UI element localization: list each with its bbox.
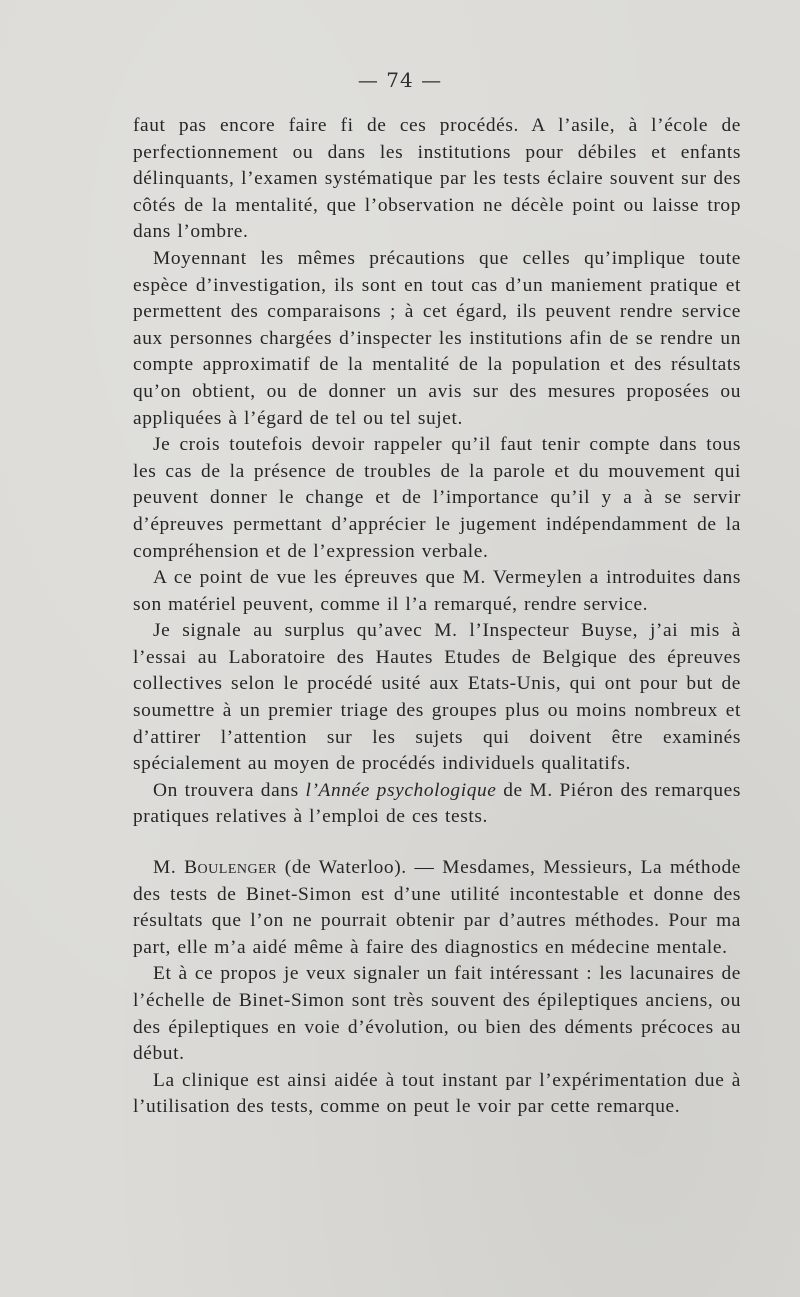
paragraph-9: La clinique est ainsi aidée à tout instant par l’expérimentation due à l’utilisation des tests, comme on peut le voir par cette remarque. bbox=[133, 1069, 741, 1118]
paragraph-6-end: de M. Piéron des remarques pratiques relatives à l’emploi de ces tests. bbox=[133, 779, 741, 828]
body-text bbox=[133, 113, 741, 1121]
page-number: — 74 — bbox=[357, 68, 443, 92]
paragraph-5: Je signale au surplus qu’avec M. l’Inspecteur Buyse, j’ai mis à l’essai au Laboratoire des Hautes Etudes de Belgique des épreuves collectives selon le procédé usité aux Etats-Unis, qui ont pour but de soumettre à un premier triage des groupes plus ou moins nombreux et d’attirer l’attention sur les sujets qui doivent être examinés spécialement au moyen de procédés individuels qualitatifs. bbox=[133, 620, 741, 775]
paragraph-2: Moyennant les mêmes précautions que celles qu’implique toute espèce d’investigation, ils sont en tout cas d’un maniement pratique et permettent des comparaisons ; à cet égard, ils peuvent rendre service aux personnes chargées d’inspecter les institutions afin de se rendre un compte approximatif de la mentalité de la population et des résultats qu’on obtient, ou de donner un avis sur des mesures proposées ou appliquées à l’égard de tel ou tel sujet. bbox=[133, 247, 741, 429]
journal-title: l’Année psychologique bbox=[305, 779, 497, 801]
paragraph-1: faut pas encore faire fi de ces procédés. A l’asile, à l’école de perfectionnement ou dans les institutions pour débiles et enfants délinquants, l’examen systématique par les tests éclaire souvent sur des côtés de la mentalité, que l’observation ne décèle point ou laisse trop dans l’ombre. bbox=[133, 115, 741, 243]
paragraph-3: Je crois toutefois devoir rappeler qu’il faut tenir compte dans tous les cas de la présence de troubles de la parole et du mouvement qui peuvent donner le change et de l’importance qu’il y a à se servir d’épreuves permettant d’apprécier le jugement indépendamment de la compréhension et de l’expression verbale. bbox=[133, 434, 741, 562]
paragraph-6-start: On trouvera dans bbox=[153, 779, 306, 801]
speaker-statement: (de Waterloo). — Mesdames, Messieurs, La méthode des tests de Binet-Simon est d’une utilité incontestable et donne des résultats que l’on ne pourrait obtenir par d’autres méthodes. Pour ma part, elle m’a aidé même à faire des diagnostics en médecine mentale. bbox=[133, 857, 741, 958]
paragraph-6 bbox=[133, 778, 741, 831]
speaker-name: Boulenger bbox=[184, 857, 277, 879]
paragraph-4: A ce point de vue les épreuves que M. Vermeylen a introduites dans son matériel peuvent, comme il l’a remarqué, rendre service. bbox=[133, 567, 741, 615]
speaker-paragraph bbox=[133, 855, 741, 961]
paragraph-8: Et à ce propos je veux signaler un fait intéressant : les lacunaires de l’échelle de Binet-Simon sont très souvent des épileptiques anciens, ou des épileptiques en voie d’évolution, ou bien des déments précoces au début. bbox=[133, 963, 741, 1065]
speaker-prefix: M. bbox=[153, 857, 185, 879]
